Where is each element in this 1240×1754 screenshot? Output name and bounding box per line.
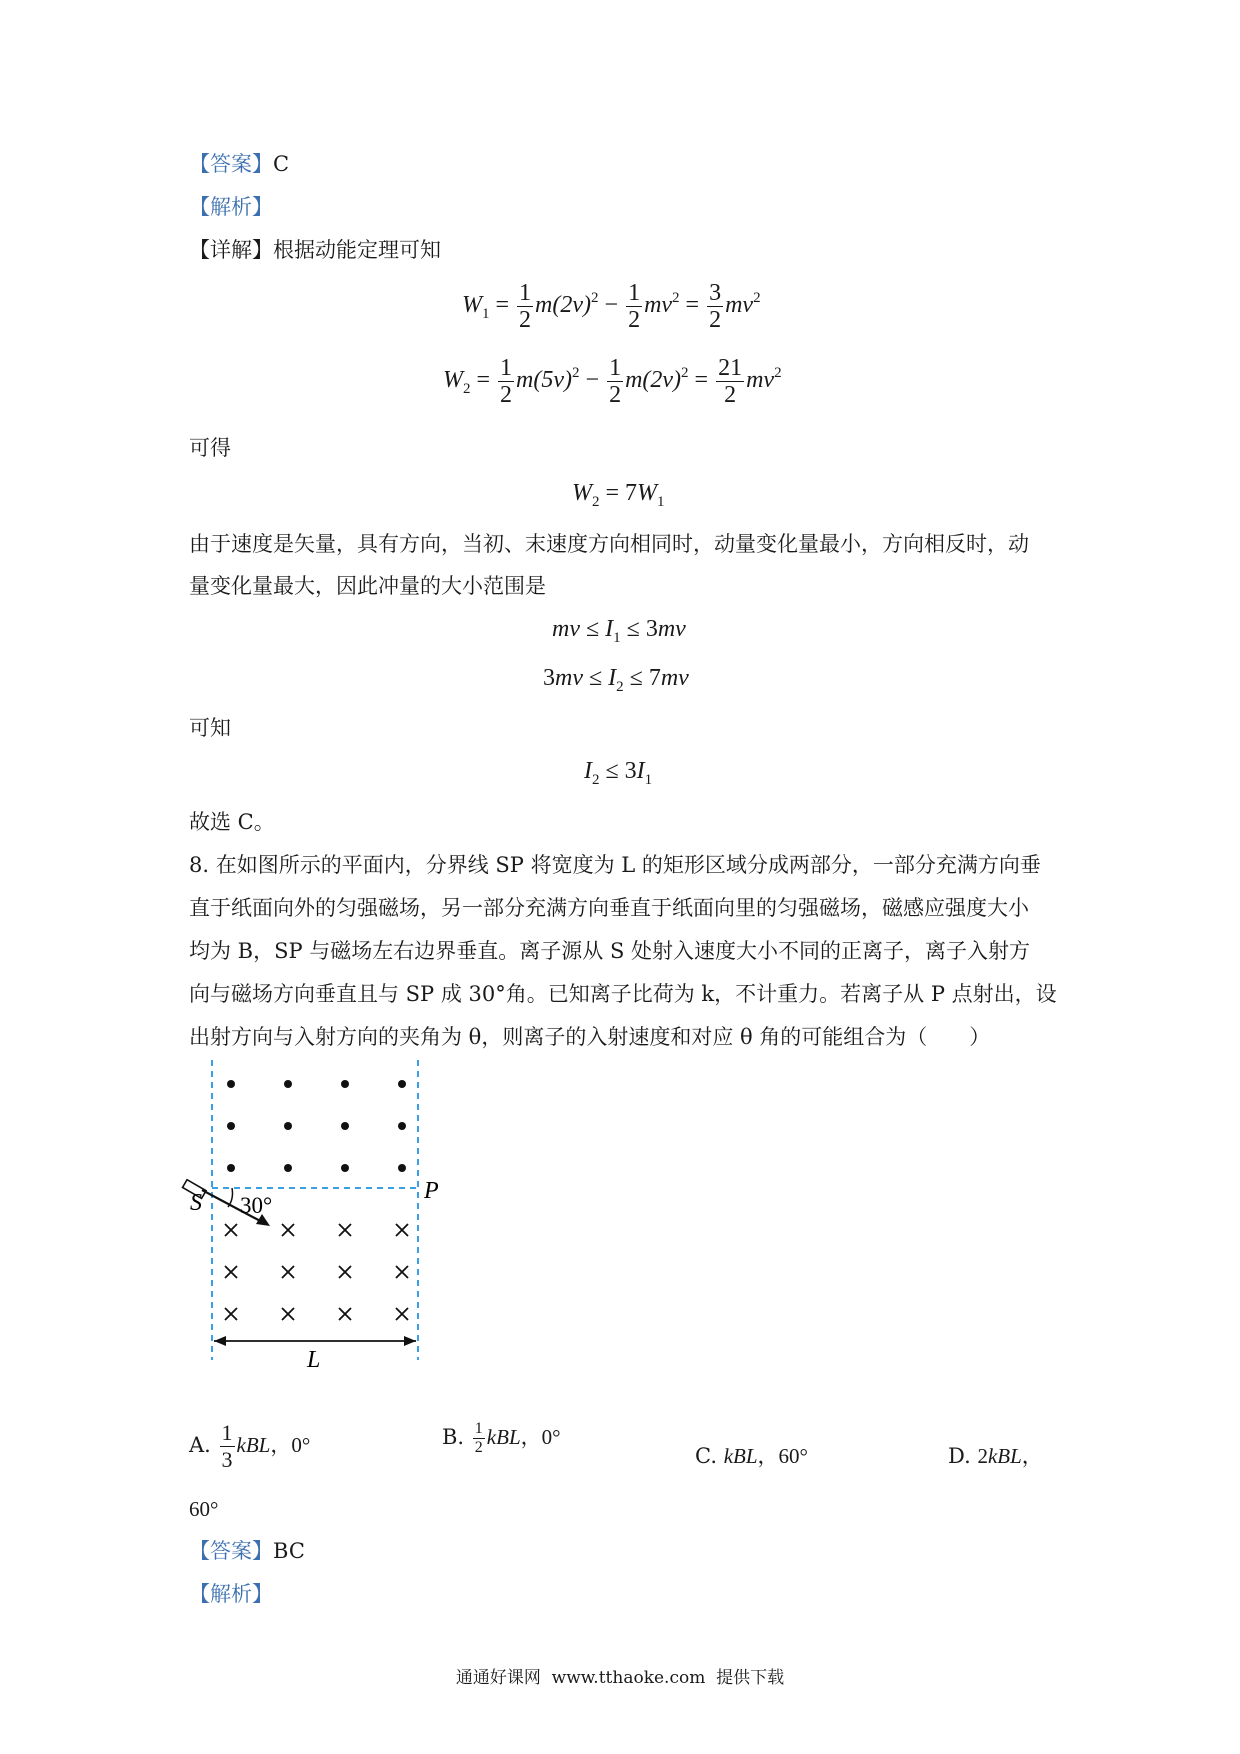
- minus-sign: −: [604, 292, 619, 319]
- cross-icon: [225, 1266, 237, 1278]
- answer-label: 答案: [210, 152, 252, 176]
- fraction: [473, 1420, 485, 1457]
- numerator: 1: [500, 355, 513, 381]
- question-8-line-2: 直于纸面向外的匀强磁场，另一部分充满方向垂直于纸面向里的匀强磁场，磁感应强度大小: [189, 896, 1029, 920]
- numerator: 1: [609, 355, 622, 381]
- separator: ，: [757, 1444, 779, 1468]
- equals-expr: = 7: [599, 480, 638, 506]
- question-8-line-3: 均为 B，SP 与磁场左右边界垂直。离子源从 S 处射入速度大小不同的正离子，离子入射方: [189, 939, 1031, 963]
- answer-label: 答案: [210, 1539, 252, 1563]
- page-footer: 通通好课网 www.tthaoke.com 提供下载: [455, 1668, 785, 1688]
- choice-d[interactable]: [948, 1440, 1043, 1470]
- answer-bracket-open: 【: [189, 152, 210, 176]
- answer-line-2: [189, 1537, 305, 1565]
- arrow-left-icon: [214, 1336, 226, 1346]
- choice-b[interactable]: [442, 1420, 561, 1457]
- dot-icon: [341, 1164, 349, 1172]
- term: mv: [746, 367, 775, 394]
- operator: ≤: [579, 616, 606, 642]
- choice-letter: A.: [189, 1433, 211, 1457]
- detail-bracket-open: 【: [189, 238, 210, 262]
- dot-icon: [341, 1080, 349, 1088]
- dot-icon: [227, 1122, 235, 1130]
- choice-a[interactable]: [189, 1420, 310, 1473]
- var-i: I: [584, 758, 592, 784]
- subscript: 1: [482, 306, 490, 323]
- fraction: [220, 1420, 235, 1473]
- field-in-crosses: [225, 1224, 408, 1320]
- choice-letter: D.: [948, 1444, 971, 1468]
- choice-d-angle: 60°: [189, 1497, 219, 1521]
- fraction-half: [517, 280, 533, 333]
- cross-icon: [225, 1308, 237, 1320]
- numerator: 1: [474, 1420, 483, 1437]
- choice-angle: 0°: [541, 1425, 561, 1449]
- subscript: 2: [616, 679, 624, 695]
- term: mv: [555, 665, 583, 691]
- superscript: 2: [672, 290, 680, 307]
- denominator: 2: [609, 382, 622, 408]
- equals-sign: =: [685, 292, 700, 319]
- detail-line: [189, 236, 441, 264]
- operator: ≤ 3: [620, 616, 658, 642]
- question-8-line-5: 出射方向与入射方向的夹角为 θ，则离子的入射速度和对应 θ 角的可能组合为（ ）: [189, 1025, 991, 1049]
- dot-icon: [284, 1080, 292, 1088]
- cross-icon: [282, 1266, 294, 1278]
- inequality-i2: [543, 665, 689, 696]
- subscript: 2: [592, 494, 600, 510]
- analysis-bracket-open: 【: [189, 1582, 210, 1606]
- cross-icon: [282, 1308, 294, 1320]
- coefficient: 3: [543, 665, 555, 691]
- denominator: 2: [709, 307, 722, 333]
- numerator: 1: [221, 1420, 233, 1445]
- operator: ≤ 7: [623, 665, 661, 691]
- var-i: I: [605, 616, 614, 642]
- choice-c[interactable]: [695, 1440, 808, 1470]
- conclusion-text: 故选 C。: [189, 810, 275, 834]
- dot-icon: [398, 1080, 406, 1088]
- cross-icon: [339, 1308, 351, 1320]
- cross-icon: [339, 1266, 351, 1278]
- superscript: 2: [681, 365, 689, 382]
- answer-bracket-close: 】: [252, 152, 273, 176]
- label-l: L: [307, 1347, 321, 1370]
- question-8-line-4: 向与磁场方向垂直且与 SP 成 30°角。已知离子比荷为 k，不计重力。若离子从 P 点射出，设: [189, 982, 1057, 1006]
- detail-text: 根据动能定理可知: [273, 238, 441, 262]
- numerator: 21: [718, 355, 743, 381]
- numerator: 3: [709, 280, 722, 306]
- term: mv: [657, 616, 686, 642]
- dot-icon: [398, 1164, 406, 1172]
- var-w: W: [443, 367, 463, 394]
- denominator: 2: [474, 1439, 483, 1456]
- choice-angle: 60°: [778, 1444, 808, 1468]
- detail-label: 详解: [210, 238, 252, 262]
- subscript: 2: [463, 381, 471, 398]
- denominator: 2: [628, 307, 641, 333]
- field-out-dots: [227, 1080, 406, 1172]
- term: mv: [660, 665, 689, 691]
- choice-coefficient: 2: [977, 1444, 988, 1468]
- choice-letter: B.: [442, 1425, 465, 1449]
- answer-line: [189, 150, 289, 178]
- choice-expr: kBL: [987, 1444, 1022, 1468]
- operator: ≤: [582, 665, 609, 691]
- inequality-i1: [552, 616, 686, 647]
- analysis-heading-2: [189, 1580, 273, 1608]
- operator: ≤ 3: [599, 758, 637, 784]
- superscript: 2: [753, 290, 761, 307]
- term: m(2v): [625, 367, 682, 394]
- superscript: 2: [572, 365, 580, 382]
- analysis-label: 解析: [210, 1582, 252, 1606]
- dot-icon: [398, 1122, 406, 1130]
- analysis-bracket-close: 】: [252, 195, 273, 219]
- answer-bracket-open: 【: [189, 1539, 210, 1563]
- fraction-result: [716, 355, 744, 408]
- numerator: 1: [519, 280, 532, 306]
- denominator: 2: [519, 307, 532, 333]
- fraction-result: [707, 280, 723, 333]
- cross-icon: [225, 1224, 237, 1236]
- equation-w2: $W_2$ = $\frac{1}{2}$ $m(5v)^2$ − $\frac{1}{2}$ $m(2v)^2$ = $\frac{21}{2}$ $mv^2$: [443, 355, 782, 408]
- cross-icon: [396, 1266, 408, 1278]
- equation-w2-7w1: [572, 480, 665, 511]
- var-w: W: [572, 480, 592, 506]
- inequality-i3: [584, 758, 652, 789]
- cross-icon: [396, 1308, 408, 1320]
- var-i: I: [636, 758, 645, 784]
- kede-text: 可得: [189, 436, 231, 460]
- dot-icon: [227, 1164, 235, 1172]
- choice-expr: kBL: [486, 1425, 521, 1449]
- minus-sign: −: [585, 367, 600, 394]
- choice-expr: kBL: [723, 1444, 758, 1468]
- cross-icon: [339, 1224, 351, 1236]
- label-p: P: [424, 1178, 439, 1204]
- superscript: 2: [591, 290, 599, 307]
- dot-icon: [341, 1122, 349, 1130]
- magnetic-field-figure: [180, 1060, 460, 1370]
- choice-letter: C.: [695, 1444, 717, 1468]
- dot-icon: [284, 1122, 292, 1130]
- choice-expr: kBL: [236, 1433, 271, 1457]
- term: mv: [725, 292, 754, 319]
- choice-angle: 0°: [291, 1433, 311, 1457]
- cross-icon: [396, 1224, 408, 1236]
- separator: ，: [1021, 1444, 1043, 1468]
- equation-w1: $W_1$ = $\frac{1}{2}$ $m(2v)^2$ − $\frac{1}{2}$ $mv^2$ = $\frac{3}{2}$ $mv^2$: [462, 280, 761, 333]
- term: m(5v): [516, 367, 573, 394]
- analysis-heading: [189, 193, 273, 221]
- denominator: 3: [221, 1447, 233, 1472]
- numerator: 1: [628, 280, 641, 306]
- paragraph-line-1: 由于速度是矢量，具有方向，当初、末速度方向相同时，动量变化量最小，方向相反时，动: [189, 532, 1029, 556]
- label-s: S: [190, 1190, 202, 1216]
- separator: ，: [520, 1425, 542, 1449]
- var-w: W: [637, 480, 658, 506]
- cross-icon: [282, 1224, 294, 1236]
- label-angle: 30°: [240, 1193, 273, 1218]
- superscript: 2: [774, 365, 782, 382]
- term: m(2v): [535, 292, 592, 319]
- separator: ，: [270, 1433, 292, 1457]
- equals-sign: =: [694, 367, 709, 394]
- answer-bracket-close: 】: [252, 1539, 273, 1563]
- answer-value: C: [273, 152, 290, 176]
- subscript: 1: [644, 772, 653, 788]
- subscript: 1: [613, 630, 621, 646]
- answer-value: BC: [273, 1539, 305, 1563]
- fraction-half: [626, 280, 642, 333]
- dot-icon: [284, 1164, 292, 1172]
- var-i: I: [608, 665, 617, 691]
- denominator: 2: [724, 382, 737, 408]
- term: mv: [552, 616, 580, 642]
- paragraph-line-2: 量变化量最大，因此冲量的大小范围是: [189, 574, 546, 598]
- arrow-right-icon: [404, 1336, 416, 1346]
- subscript: 2: [592, 772, 600, 788]
- term: mv: [644, 292, 673, 319]
- analysis-bracket-close: 】: [252, 1582, 273, 1606]
- fraction-half: [498, 355, 514, 408]
- dot-icon: [227, 1080, 235, 1088]
- fraction-half: [607, 355, 623, 408]
- kezhi-text: 可知: [189, 716, 231, 740]
- detail-bracket-close: 】: [252, 238, 273, 262]
- analysis-bracket-open: 【: [189, 195, 210, 219]
- denominator: 2: [500, 382, 513, 408]
- question-8-line-1: 8. 在如图所示的平面内，分界线 SP 将宽度为 L 的矩形区域分成两部分，一部分充满方向垂: [189, 853, 1041, 877]
- var-w: W: [462, 292, 482, 319]
- analysis-label: 解析: [210, 195, 252, 219]
- subscript: 1: [657, 494, 665, 510]
